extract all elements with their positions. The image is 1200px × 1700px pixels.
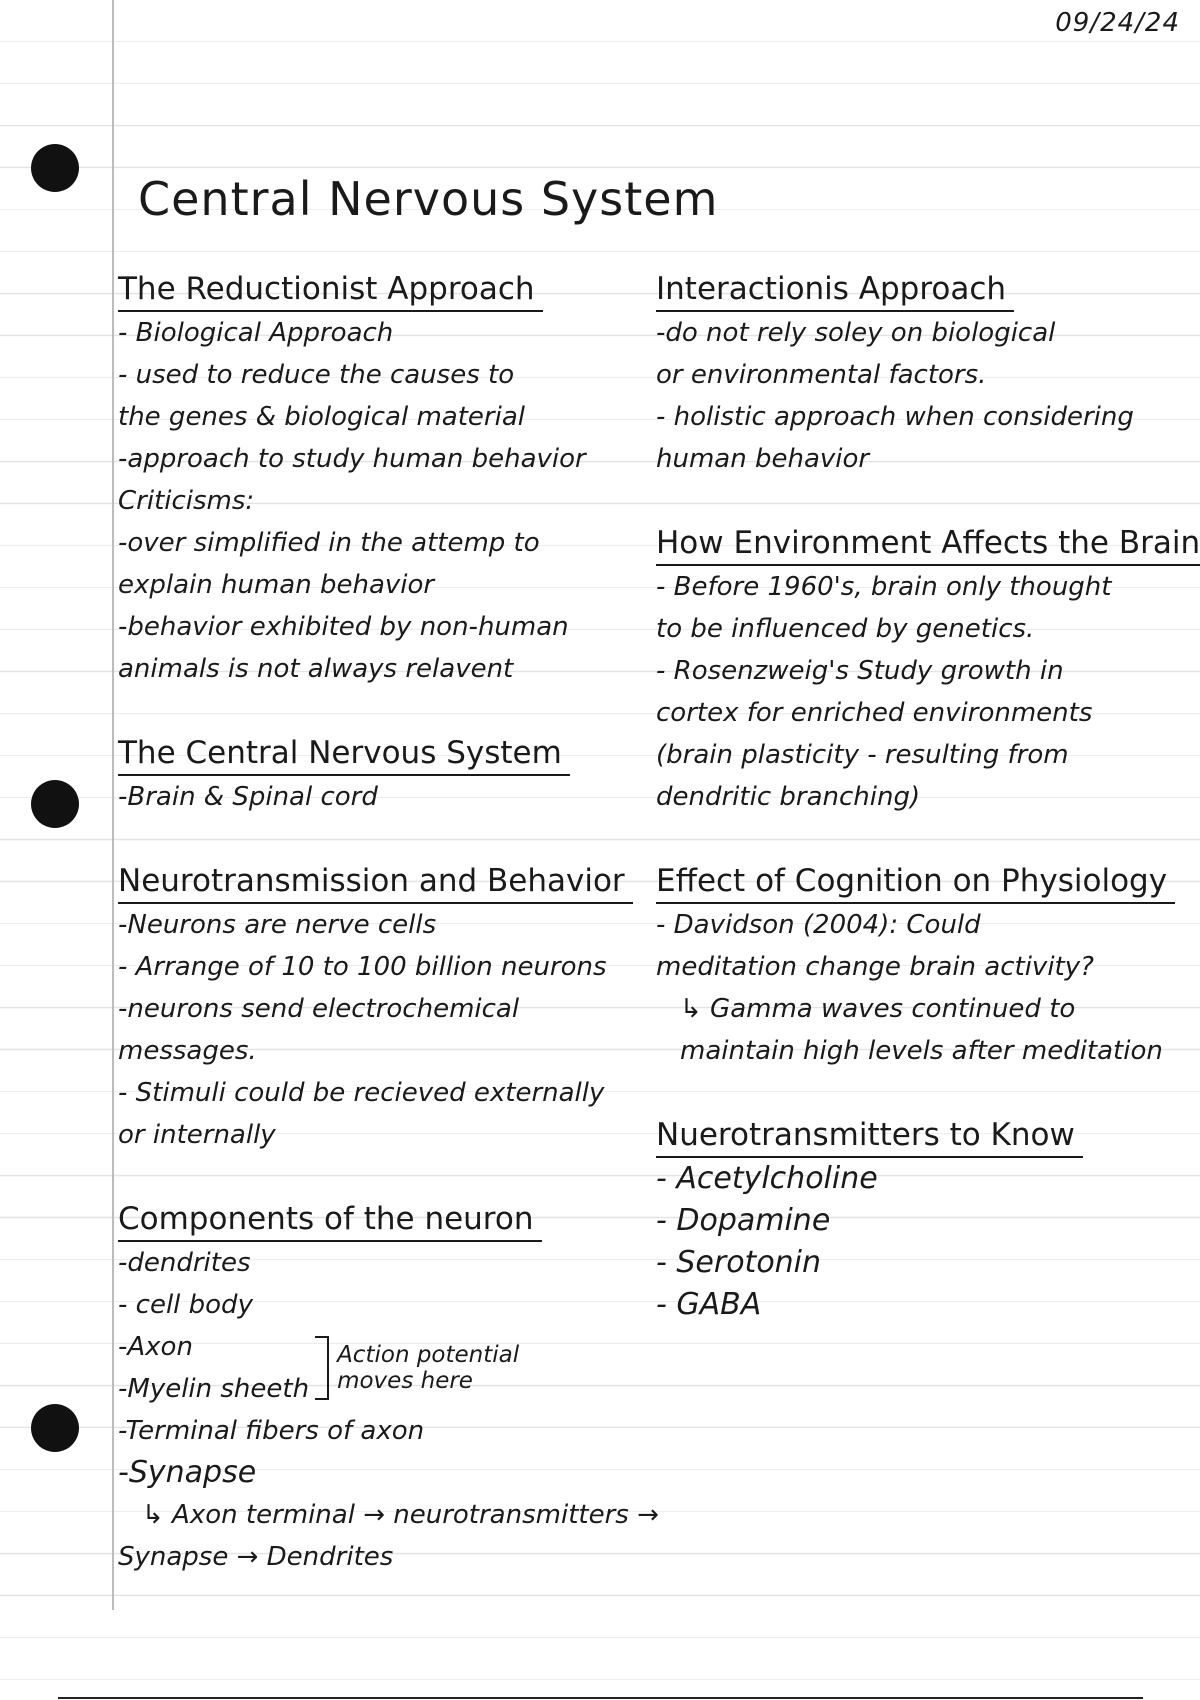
- note-line: the genes & biological material: [118, 402, 525, 432]
- note-line: -Terminal fibers of axon: [118, 1416, 425, 1446]
- note-line: - Dopamine: [656, 1203, 831, 1238]
- note-line: - Davidson (2004): Could: [656, 910, 981, 940]
- note-line: - used to reduce the causes to: [118, 360, 515, 390]
- bracket-mark: [315, 1336, 329, 1400]
- note-line: to be influenced by genetics.: [656, 614, 1035, 644]
- note-line: - Acetylcholine: [656, 1161, 878, 1196]
- page-title: Central Nervous System: [138, 172, 719, 226]
- note-line: - holistic approach when considering: [656, 402, 1134, 432]
- note-date: 09/24/24: [1055, 8, 1180, 38]
- note-line: messages.: [118, 1036, 257, 1066]
- punch-hole: [31, 144, 79, 192]
- note-line: - cell body: [118, 1290, 253, 1320]
- side-note: moves here: [337, 1368, 473, 1394]
- note-line: explain human behavior: [118, 570, 435, 600]
- note-line: -over simplified in the attemp to: [118, 528, 540, 558]
- note-line: -Neurons are nerve cells: [118, 910, 437, 940]
- note-line: -behavior exhibited by non-human: [118, 612, 569, 642]
- note-line: animals is not always relavent: [118, 654, 514, 684]
- note-line: - Biological Approach: [118, 318, 394, 348]
- section-central-nervous-system: [118, 732, 638, 818]
- section-heading: The Central Nervous System: [118, 732, 570, 776]
- note-line: - GABA: [656, 1287, 762, 1322]
- note-line: - Stimuli could be recieved externally: [118, 1078, 605, 1108]
- punch-hole: [31, 1404, 79, 1452]
- note-line: maintain high levels after meditation: [680, 1036, 1163, 1066]
- note-line: Criticisms:: [118, 486, 255, 516]
- note-line: - Before 1960's, brain only thought: [656, 572, 1112, 602]
- section-reductionist-approach: [118, 268, 638, 690]
- section-heading: Nuerotransmitters to Know: [656, 1114, 1083, 1158]
- section-heading: Neurotransmission and Behavior: [118, 860, 633, 904]
- note-line: -do not rely soley on biological: [656, 318, 1056, 348]
- note-line: meditation change brain activity?: [656, 952, 1094, 982]
- action-potential-group: [118, 1326, 638, 1410]
- note-line: or environmental factors.: [656, 360, 987, 390]
- note-line: -Synapse: [118, 1455, 257, 1490]
- note-line: ↳ Axon terminal → neurotransmitters →: [142, 1500, 659, 1530]
- note-line: human behavior: [656, 444, 870, 474]
- right-column: [656, 268, 1200, 1326]
- punch-hole: [31, 780, 79, 828]
- section-interactionist-approach: [656, 268, 1196, 480]
- section-heading: Interactionis Approach: [656, 268, 1014, 312]
- section-neurotransmitters: [656, 1114, 1196, 1326]
- section-environment-brain: [656, 522, 1200, 818]
- note-line: - Arrange of 10 to 100 billion neurons: [118, 952, 607, 982]
- section-neuron-components: [118, 1198, 659, 1578]
- note-line: Synapse → Dendrites: [118, 1542, 394, 1572]
- section-cognition-physiology: [656, 860, 1196, 1072]
- left-column: [118, 268, 659, 1578]
- note-line: -Axon: [118, 1332, 193, 1362]
- note-line: -dendrites: [118, 1248, 251, 1278]
- note-line: -neurons send electrochemical: [118, 994, 520, 1024]
- section-neurotransmission: [118, 860, 638, 1156]
- note-line: -Brain & Spinal cord: [118, 782, 378, 812]
- note-line: cortex for enriched environments: [656, 698, 1093, 728]
- section-heading: The Reductionist Approach: [118, 268, 543, 312]
- note-line: - Serotonin: [656, 1245, 822, 1280]
- side-note: Action potential: [337, 1342, 520, 1368]
- note-line: (brain plasticity - resulting from: [656, 740, 1069, 770]
- notebook-margin-line: [112, 0, 114, 1610]
- section-heading: How Environment Affects the Brain: [656, 522, 1200, 566]
- note-line: - Rosenzweig's Study growth in: [656, 656, 1064, 686]
- note-line: dendritic branching): [656, 782, 921, 812]
- section-heading: Components of the neuron: [118, 1198, 542, 1242]
- note-line: ↳ Gamma waves continued to: [680, 994, 1076, 1024]
- note-line: -approach to study human behavior: [118, 444, 586, 474]
- section-heading: Effect of Cognition on Physiology: [656, 860, 1175, 904]
- note-line: -Myelin sheeth: [118, 1374, 310, 1404]
- note-line: or internally: [118, 1120, 276, 1150]
- page-bottom-rule: [58, 1697, 1143, 1699]
